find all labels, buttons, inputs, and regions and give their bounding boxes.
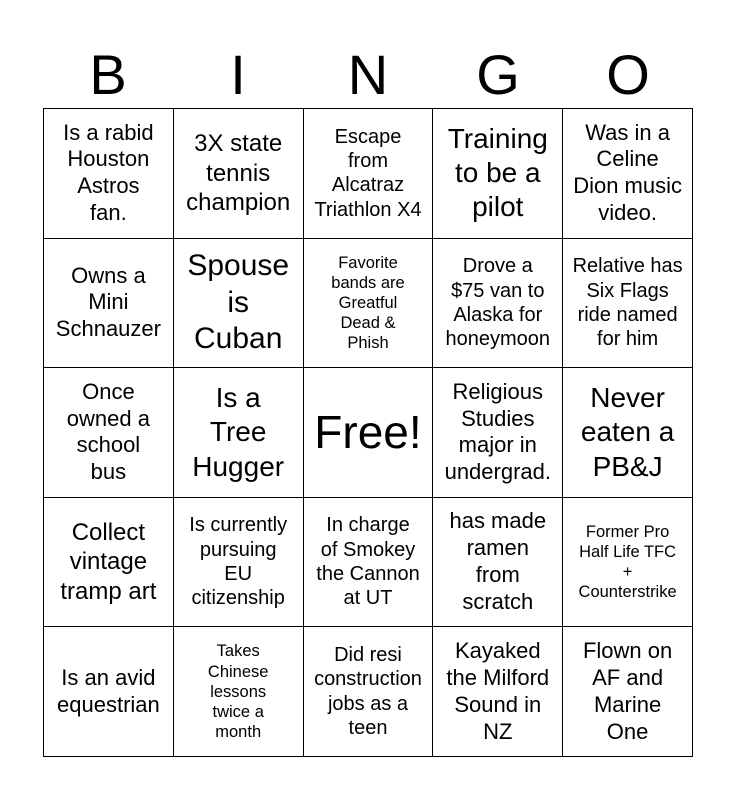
- cell-text: Spouse is Cuban: [187, 249, 290, 356]
- cell-text: Training to be a pilot: [447, 123, 548, 223]
- bingo-cell-r5c3[interactable]: [304, 627, 434, 757]
- bingo-cell-r3c2[interactable]: [174, 368, 304, 498]
- cell-text: Is currently pursuing EU citizenship: [189, 514, 288, 610]
- bingo-header: [43, 42, 693, 108]
- header-letter-i: I: [230, 43, 246, 106]
- bingo-cell-r5c5[interactable]: [563, 627, 693, 757]
- bingo-cell-r4c1[interactable]: [44, 498, 174, 628]
- cell-text: Former Pro Half Life TFC + Counterstrike: [578, 522, 677, 602]
- bingo-cell-r5c1[interactable]: [44, 627, 174, 757]
- cell-text: Once owned a school bus: [66, 378, 150, 485]
- bingo-cell-r4c3[interactable]: [304, 498, 434, 628]
- bingo-cell-r3c4[interactable]: [433, 368, 563, 498]
- bingo-cell-r2c2[interactable]: [174, 239, 304, 369]
- cell-text: Was in a Celine Dion music video.: [573, 119, 682, 226]
- cell-text: Relative has Six Flags ride named for him: [572, 255, 683, 351]
- cell-text: In charge of Smokey the Cannon at UT: [316, 514, 420, 610]
- cell-text: Owns a Mini Schnauzer: [55, 262, 161, 342]
- header-letter-o: O: [606, 43, 650, 106]
- cell-text: 3X state tennis champion: [186, 130, 291, 216]
- cell-text: Never eaten a PB&J: [580, 382, 675, 482]
- bingo-cell-r1c5[interactable]: [563, 109, 693, 239]
- bingo-cell-r4c5[interactable]: [563, 498, 693, 628]
- cell-text: Religious Studies major in undergrad.: [444, 378, 551, 485]
- bingo-cell-r2c4[interactable]: [433, 239, 563, 369]
- cell-text: Flown on AF and Marine One: [582, 638, 673, 744]
- bingo-cell-r4c2[interactable]: [174, 498, 304, 628]
- bingo-cell-r2c3[interactable]: [304, 239, 434, 369]
- bingo-cell-r2c5[interactable]: [563, 239, 693, 369]
- header-letter-g: G: [476, 43, 520, 106]
- cell-text: Is a rabid Houston Astros fan.: [63, 119, 154, 226]
- cell-text: Escape from Alcatraz Triathlon X4: [314, 125, 422, 221]
- cell-text: Collect vintage tramp art: [60, 519, 157, 605]
- cell-text: Kayaked the Milford Sound in NZ: [446, 638, 550, 744]
- bingo-cell-r2c1[interactable]: [44, 239, 174, 369]
- bingo-board: [43, 108, 693, 757]
- bingo-cell-r1c1[interactable]: [44, 109, 174, 239]
- bingo-cell-r1c3[interactable]: [304, 109, 434, 239]
- cell-text: Favorite bands are Greatful Dead & Phish: [331, 253, 405, 353]
- cell-text: Takes Chinese lessons twice a month: [207, 642, 269, 741]
- bingo-cell-r3c5[interactable]: [563, 368, 693, 498]
- bingo-cell-r5c4[interactable]: [433, 627, 563, 757]
- header-letter-n: N: [347, 43, 389, 106]
- bingo-cell-r1c2[interactable]: [174, 109, 304, 239]
- cell-text: Is a Tree Hugger: [192, 382, 285, 482]
- cell-text: Drove a $75 van to Alaska for honeymoon: [445, 255, 551, 351]
- bingo-cell-r4c4[interactable]: [433, 498, 563, 628]
- bingo-cell-free[interactable]: [304, 368, 434, 498]
- bingo-cell-r3c1[interactable]: [44, 368, 174, 498]
- cell-text: Did resi construction jobs as a teen: [314, 643, 422, 740]
- bingo-cell-r5c2[interactable]: [174, 627, 304, 757]
- free-space-text: Free!: [314, 406, 422, 459]
- header-letter-b: B: [89, 43, 127, 106]
- cell-text: has made ramen from scratch: [449, 508, 547, 614]
- bingo-cell-r1c4[interactable]: [433, 109, 563, 239]
- cell-text: Is an avid equestrian: [57, 664, 160, 717]
